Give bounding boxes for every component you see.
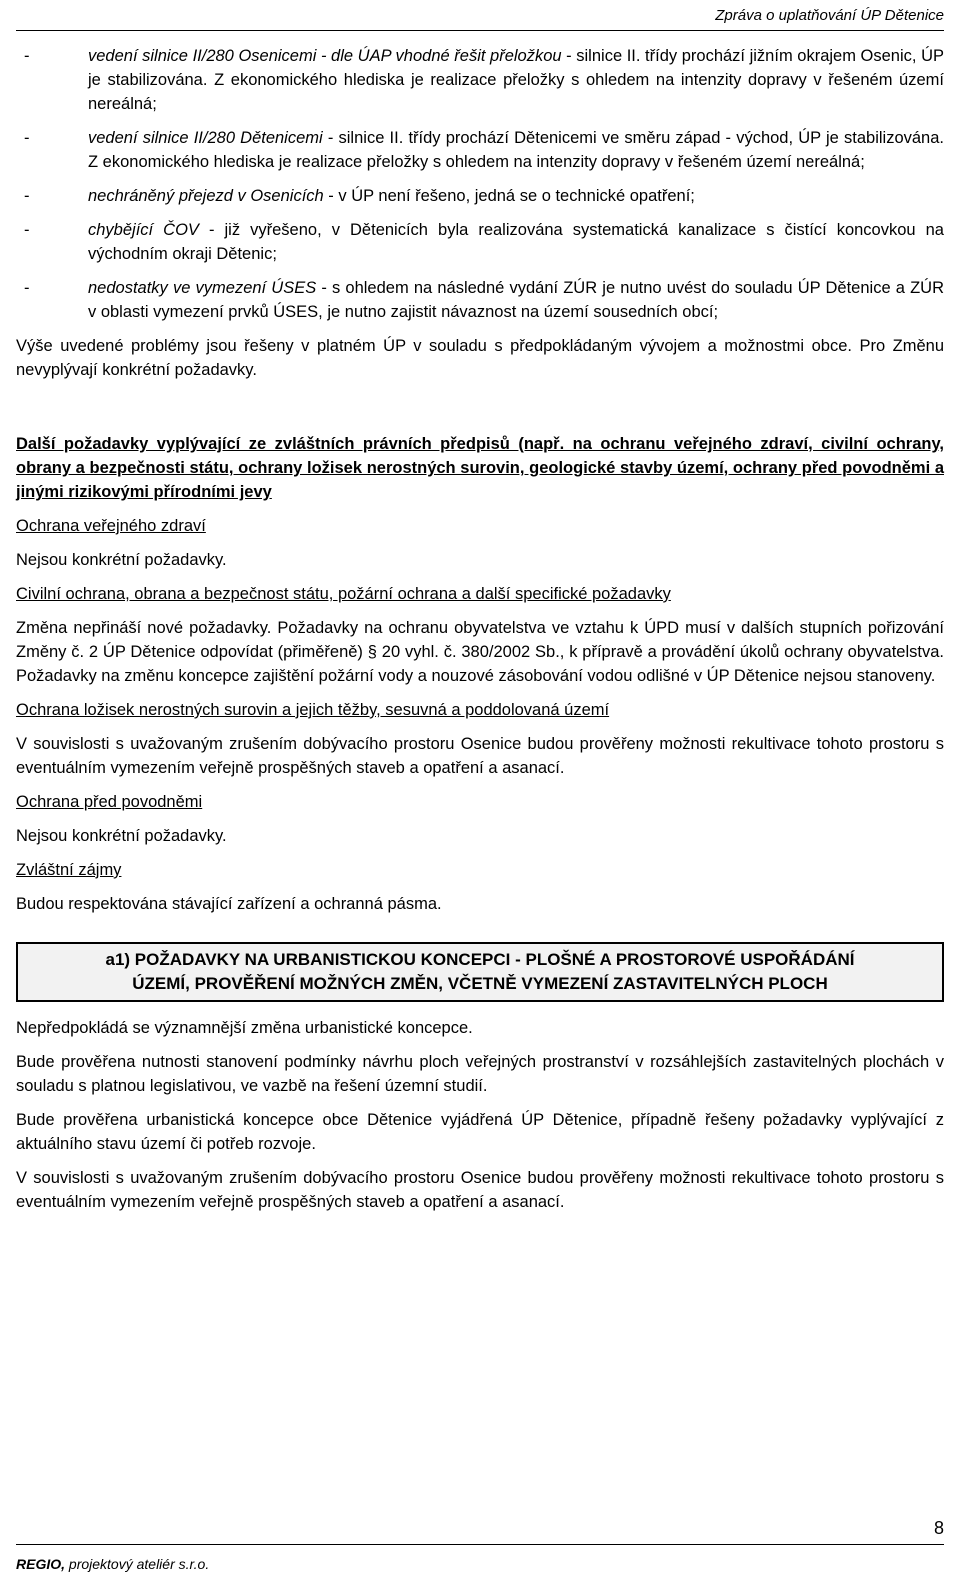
list-item-label: vedení silnice II/280 Dětenicemi	[88, 129, 323, 147]
list-item-body: - s ohledem na následné vydání ZÚR je nutno uvést do souladu ÚP Dětenice a ZÚR v oblasti vymezení prvků ÚSES, je nutno zajistit návaznost na území sousedních obcí;	[88, 279, 944, 321]
summary-paragraph: Výše uvedené problémy jsou řešeny v platném ÚP v souladu s předpokládaným vývojem a možnostmi obce. Pro Změnu nevyplývají konkrétní požadavky.	[16, 337, 944, 379]
subsection-text: Budou respektována stávající zařízení a ochranná pásma.	[16, 895, 442, 913]
list-item-label: vedení silnice II/280 Osenicemi - dle ÚAP vhodné řešit přeložkou	[88, 47, 562, 65]
list-item	[16, 126, 944, 174]
subsection-text: Změna nepřináší nové požadavky. Požadavky na ochranu obyvatelstva ve vztahu k ÚPD musí v dalších stupních pořizování Změny č. 2 ÚP Dětenice odpovídat (přiměřeně) § 20 vyhl. č. 380/2002 Sb., k přípravě a provádění úkolů ochrany obyvatelstva. Požadavky na změnu koncepce zajištění požární vody a nouzové zásobování vodou odlišné v ÚP Dětenice nejsou stanoveny.	[16, 619, 944, 685]
body-paragraph: Bude prověřena urbanistická koncepce obce Dětenice vyjádřená ÚP Dětenice, případně řešeny požadavky vyplývající z aktuálního stavu území či potřeb rozvoje.	[16, 1111, 944, 1153]
footer-org-name: REGIO,	[16, 1556, 66, 1572]
subsection-title: Zvláštní zájmy	[16, 861, 122, 879]
list-item-text	[88, 44, 944, 116]
list-item	[16, 184, 944, 208]
subsection-title: Ochrana veřejného zdraví	[16, 517, 206, 535]
list-item-text	[88, 218, 944, 266]
list-item-text	[88, 276, 944, 324]
list-item	[16, 44, 944, 116]
bullet-dash: -	[24, 221, 30, 239]
bullet-dash: -	[24, 129, 30, 147]
list-item-body: - v ÚP není řešeno, jedná se o technické opatření;	[323, 187, 695, 205]
subsection-text: Nejsou konkrétní požadavky.	[16, 827, 227, 845]
subsection-text: V souvislosti s uvažovaným zrušením dobývacího prostoru Osenice budou prověřeny možnosti rekultivace tohoto prostoru s eventuálním vymezením veřejně prospěšných staveb a opatření a asanací.	[16, 735, 944, 777]
list-item	[16, 276, 944, 324]
subsection-title: Ochrana ložisek nerostných surovin a jejich těžby, sesuvná a poddolovaná území	[16, 701, 610, 719]
body-paragraph: Nepředpokládá se významnější změna urbanistické koncepce.	[16, 1019, 473, 1037]
running-header: Zpráva o uplatňování ÚP Dětenice	[715, 7, 944, 24]
list-item-body: - silnice II. třídy prochází jižním okrajem Osenic, ÚP je stabilizována. Z ekonomického hlediska je realizace přeložky s ohledem na intenzity dopravy v řešeném území nereálná;	[88, 47, 944, 113]
list-item-body: - silnice II. třídy prochází Dětenicemi ve směru západ - východ, ÚP je stabilizována. Z ekonomického hlediska je realizace přeložky s ohledem na intenzity dopravy v řešeném území nereálná;	[88, 129, 944, 171]
chapter-heading-line: ÚZEMÍ, PROVĚŘENÍ MOŽNÝCH ZMĚN, VČETNĚ VYMEZENÍ ZASTAVITELNÝCH PLOCH	[132, 974, 828, 993]
bullet-dash: -	[24, 279, 30, 297]
chapter-heading-line: a1) POŽADAVKY NA URBANISTICKOU KONCEPCI - PLOŠNÉ A PROSTOROVÉ USPOŘÁDÁNÍ	[105, 950, 855, 969]
subsection-text: Nejsou konkrétní požadavky.	[16, 551, 227, 569]
body-paragraph: V souvislosti s uvažovaným zrušením dobývacího prostoru Osenice budou prověřeny možnosti rekultivace tohoto prostoru s eventuálním vymezením veřejně prospěšných staveb a opatření a asanací.	[16, 1169, 944, 1211]
subsection-title: Civilní ochrana, obrana a bezpečnost státu, požární ochrana a další specifické požadavky	[16, 585, 671, 603]
section-heading: Další požadavky vyplývající ze zvláštních právních předpisů (např. na ochranu veřejného zdraví, civilní ochrany, obrany a bezpečnosti státu, ochrany ložisek nerostných surovin, geologické stavby území, ochrany před povodněmi a jinými rizikovými přírodními jevy	[16, 435, 944, 501]
footer-rule	[16, 1544, 944, 1545]
list-item-label: nechráněný přejezd v Osenicích	[88, 187, 324, 205]
list-item-body: - již vyřešeno, v Dětenicích byla realizována systematická kanalizace s čistící koncovkou na východním okraji Dětenic;	[88, 221, 944, 263]
footer-org-desc: projektový ateliér s.r.o.	[65, 1556, 210, 1572]
list-item-label: chybějící ČOV	[88, 221, 199, 239]
footer-organization	[16, 1552, 209, 1576]
bullet-dash: -	[24, 47, 30, 65]
list-item-text	[88, 184, 944, 208]
bullet-dash: -	[24, 187, 30, 205]
chapter-heading-box	[16, 942, 944, 1002]
list-item-text	[88, 126, 944, 174]
body-paragraph: Bude prověřena nutnosti stanovení podmínky návrhu ploch veřejných prostranství v rozsáhlejších zastavitelných plochách v souladu s platnou legislativou, ve vazbě na řešení územní studií.	[16, 1053, 944, 1095]
document-body	[16, 44, 944, 1224]
header-rule	[16, 30, 944, 31]
page-number: 8	[933, 1518, 944, 1538]
page-footer	[16, 1518, 944, 1582]
subsection-title: Ochrana před povodněmi	[16, 793, 203, 811]
list-item-label: nedostatky ve vymezení ÚSES	[88, 279, 317, 297]
list-item	[16, 218, 944, 266]
